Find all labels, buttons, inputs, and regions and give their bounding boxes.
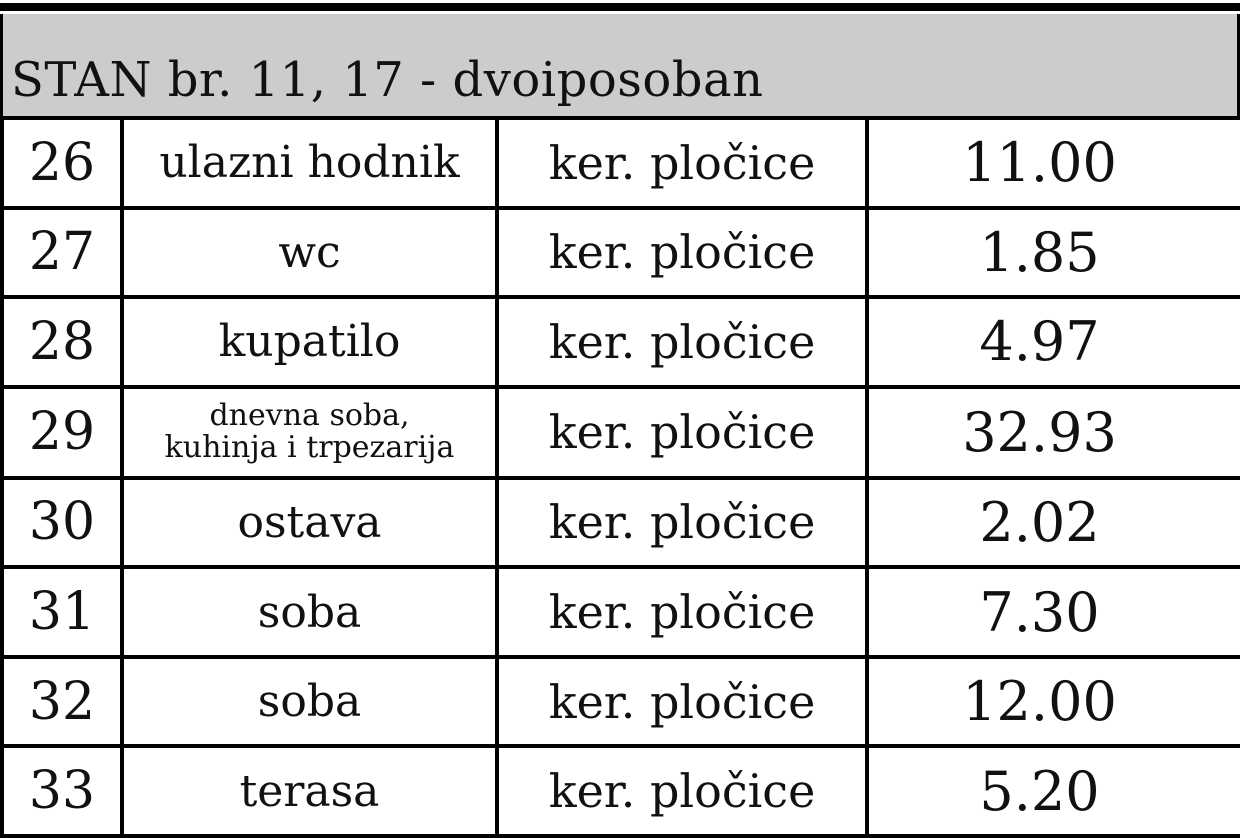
- floor-type: ker. pločice: [497, 208, 867, 298]
- table-row: [2, 387, 1240, 478]
- table-row: [2, 567, 1240, 657]
- room-area: [867, 208, 1240, 298]
- room-number: 29: [2, 387, 122, 478]
- table-row: [2, 208, 1240, 298]
- room-name-line-1: dnevna soba,: [209, 398, 410, 434]
- floor-type: ker. pločice: [497, 657, 867, 747]
- room-name: ulazni hodnik: [122, 118, 497, 208]
- room-area-value: 12.00: [962, 670, 1117, 734]
- room-area-value: 1.85: [979, 220, 1100, 284]
- room-area: [867, 297, 1240, 387]
- room-area: [867, 746, 1240, 836]
- room-area-value: 4.97: [979, 310, 1100, 374]
- floor-type: ker. pločice: [497, 297, 867, 387]
- room-area: [867, 567, 1240, 657]
- floor-type: ker. pločice: [497, 746, 867, 836]
- table-row: [2, 746, 1240, 836]
- room-name: soba: [122, 657, 497, 747]
- table-row: [2, 657, 1240, 747]
- floor-type: ker. pločice: [497, 567, 867, 657]
- room-area: [867, 657, 1240, 747]
- room-number: 33: [2, 746, 122, 836]
- room-area-value: 32.93: [962, 400, 1117, 464]
- table-row: [2, 478, 1240, 568]
- room-area: [867, 118, 1240, 208]
- room-number: 27: [2, 208, 122, 298]
- room-name-line-2: kuhinja i trpezarija: [164, 430, 455, 466]
- apartment-header: [0, 14, 1240, 116]
- room-name: [122, 387, 497, 478]
- room-number: 28: [2, 297, 122, 387]
- table-row: [2, 297, 1240, 387]
- room-area-value: 2.02: [979, 490, 1100, 554]
- room-area-value: 7.30: [979, 580, 1100, 644]
- floor-type: ker. pločice: [497, 478, 867, 568]
- room-area-value: 5.20: [979, 759, 1100, 823]
- top-rule: [0, 3, 1240, 11]
- room-number: 26: [2, 118, 122, 208]
- rooms-table: [0, 116, 1240, 838]
- room-name: kupatilo: [122, 297, 497, 387]
- room-name: soba: [122, 567, 497, 657]
- floor-type: ker. pločice: [497, 387, 867, 478]
- room-number: 32: [2, 657, 122, 747]
- room-name: ostava: [122, 478, 497, 568]
- room-area-value: 11.00: [962, 131, 1117, 195]
- room-number: 31: [2, 567, 122, 657]
- table-row: [2, 118, 1240, 208]
- room-area: [867, 478, 1240, 568]
- room-name: terasa: [122, 746, 497, 836]
- room-number: 30: [2, 478, 122, 568]
- floor-type: ker. pločice: [497, 118, 867, 208]
- room-area: [867, 387, 1240, 478]
- apartment-title: STAN br. 11, 17 - dvoiposoban: [11, 52, 764, 108]
- room-name: wc: [122, 208, 497, 298]
